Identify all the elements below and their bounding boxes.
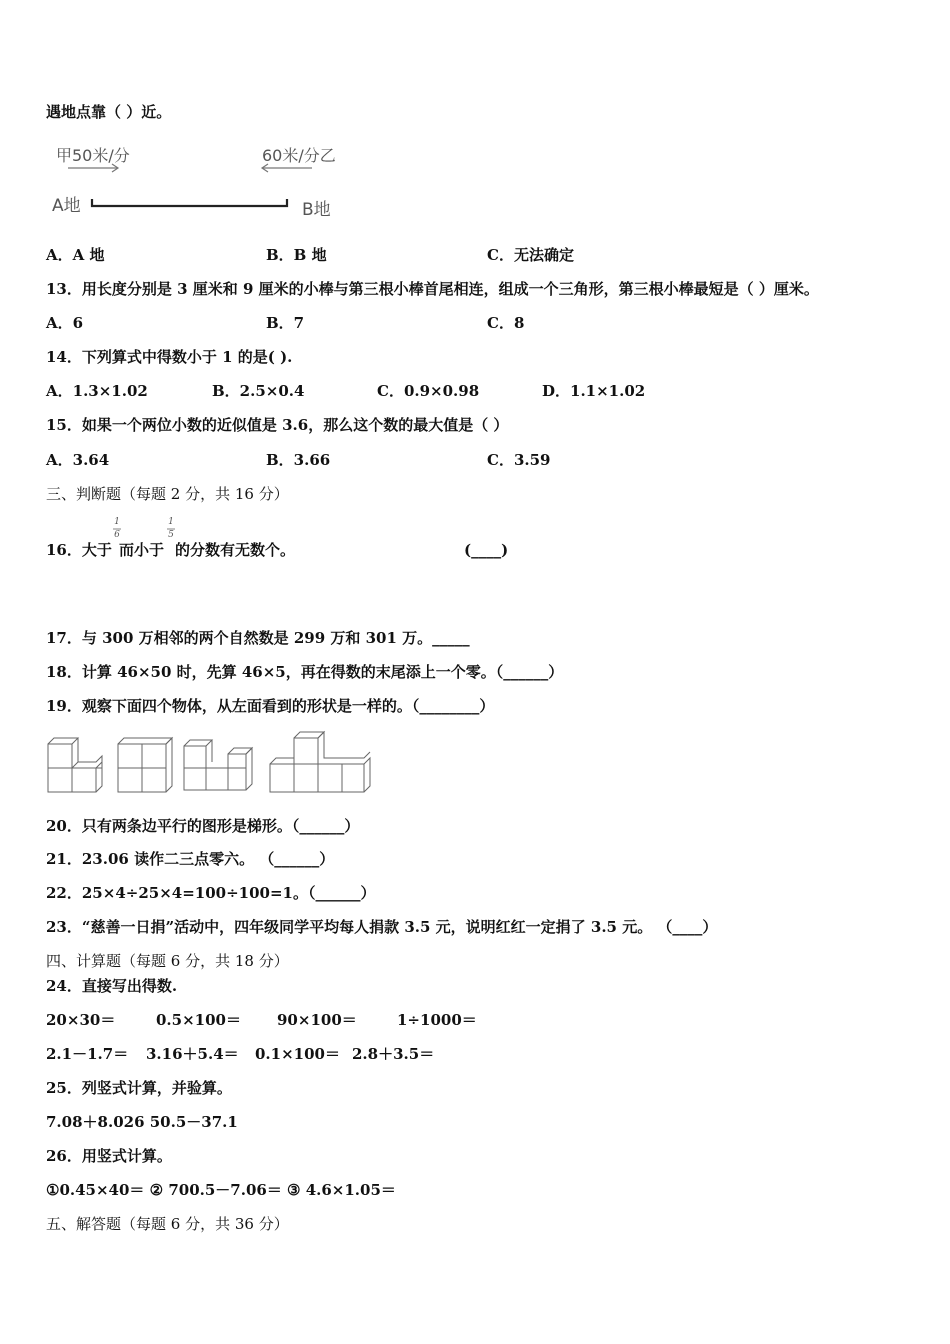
q16-fraction-1-denominator: 6 — [114, 530, 120, 540]
q17-text: 17．与 300 万相邻的两个自然数是 299 万和 301 万。_____ — [46, 629, 470, 647]
q14-option-d[interactable]: D．1.1×1.02 — [542, 382, 646, 400]
q12-tail-text: 遇地点靠（ ）近。 — [46, 103, 172, 121]
b-place-label: B地 — [302, 200, 331, 220]
q24-r1-item-1: 20×30＝ — [46, 1011, 116, 1029]
section-3-heading: 三、判断题（每题 2 分，共 16 分） — [46, 485, 289, 503]
q19-cube-objects — [44, 728, 374, 798]
q24-r1-item-4: 1÷1000＝ — [397, 1011, 477, 1029]
q19-text: 19．观察下面四个物体，从左面看到的形状是一样的。（________） — [46, 697, 495, 715]
q15-option-c[interactable]: C．3.59 — [487, 451, 551, 469]
q22-text: 22．25×4÷25×4=100÷100=1。（______） — [46, 884, 376, 902]
q24-text: 24．直接写出得数. — [46, 977, 178, 995]
q12-option-c[interactable]: C．无法确定 — [487, 246, 574, 264]
q16-answer-blank[interactable]: (____) — [464, 541, 509, 559]
q24-r1-item-2: 0.5×100＝ — [156, 1011, 241, 1029]
q13-option-c[interactable]: C．8 — [487, 314, 525, 332]
q14-option-b[interactable]: B．2.5×0.4 — [212, 382, 305, 400]
q24-r2-item-4: 2.8＋3.5＝ — [352, 1045, 435, 1063]
q14-option-a[interactable]: A．1.3×1.02 — [46, 382, 148, 400]
q13-option-a[interactable]: A．6 — [46, 314, 84, 332]
q25-items: 7.08＋8.026 50.5－37.1 — [46, 1113, 238, 1131]
q16-part3: 的分数有无数个。 — [175, 541, 296, 559]
q16-fraction-2-denominator: 5 — [168, 530, 174, 540]
jia-speed-label: 甲50米/分 — [56, 146, 130, 165]
q13-option-b[interactable]: B．7 — [266, 314, 305, 332]
yi-speed-label: 60米/分乙 — [262, 146, 336, 165]
q24-r2-item-2: 3.16＋5.4＝ — [146, 1045, 239, 1063]
q15-option-b[interactable]: B．3.66 — [266, 451, 331, 469]
q24-r2-item-1: 2.1－1.7＝ — [46, 1045, 129, 1063]
q23-text: 23．“慈善一日捐”活动中，四年级同学平均每人捐款 3.5 元，说明红红一定捐了 3.5 元。 （____） — [46, 918, 718, 936]
q13-text: 13．用长度分别是 3 厘米和 9 厘米的小棒与第三根小棒首尾相连，组成一个三角形，第三根小棒最短是（ ）厘米。 — [46, 280, 819, 298]
q21-text: 21．23.06 读作二三点零六。 （______） — [46, 850, 335, 868]
q18-text: 18．计算 46×50 时，先算 46×5，再在得数的末尾添上一个零。（______） — [46, 663, 564, 681]
section-5-heading: 五、解答题（每题 6 分，共 36 分） — [46, 1215, 289, 1233]
q16-part1: 16．大于 — [46, 541, 112, 559]
q12-option-b[interactable]: B．B 地 — [266, 246, 327, 264]
q20-text: 20．只有两条边平行的图形是梯形。（______） — [46, 817, 360, 835]
q14-option-c[interactable]: C．0.9×0.98 — [377, 382, 480, 400]
cube-object-3 — [184, 740, 252, 790]
q16-part2: 而小于 — [119, 541, 165, 559]
q16-fraction-2-numerator: 1 — [168, 517, 174, 527]
q15-option-a[interactable]: A．3.64 — [46, 451, 110, 469]
ab-segment — [92, 199, 287, 206]
section-4-heading: 四、计算题（每题 6 分，共 18 分） — [46, 952, 289, 970]
q12-option-a[interactable]: A．A 地 — [46, 246, 105, 264]
q14-text: 14．下列算式中得数小于 1 的是( ). — [46, 348, 293, 366]
q15-text: 15．如果一个两位小数的近似值是 3.6，那么这个数的最大值是（ ） — [46, 416, 509, 434]
cube-object-2 — [118, 738, 172, 792]
cube-object-4 — [270, 732, 370, 792]
q12-route-diagram — [0, 0, 360, 230]
q24-r1-item-3: 90×100＝ — [277, 1011, 357, 1029]
q26-items: ①0.45×40＝ ② 700.5－7.06＝ ③ 4.6×1.05＝ — [46, 1181, 396, 1199]
a-place-label: A地 — [52, 196, 81, 216]
q26-text: 26．用竖式计算。 — [46, 1147, 172, 1165]
q16-fraction-1-numerator: 1 — [114, 517, 120, 527]
q25-text: 25．列竖式计算，并验算。 — [46, 1079, 232, 1097]
q24-r2-item-3: 0.1×100＝ — [255, 1045, 340, 1063]
cube-object-1 — [48, 738, 102, 792]
